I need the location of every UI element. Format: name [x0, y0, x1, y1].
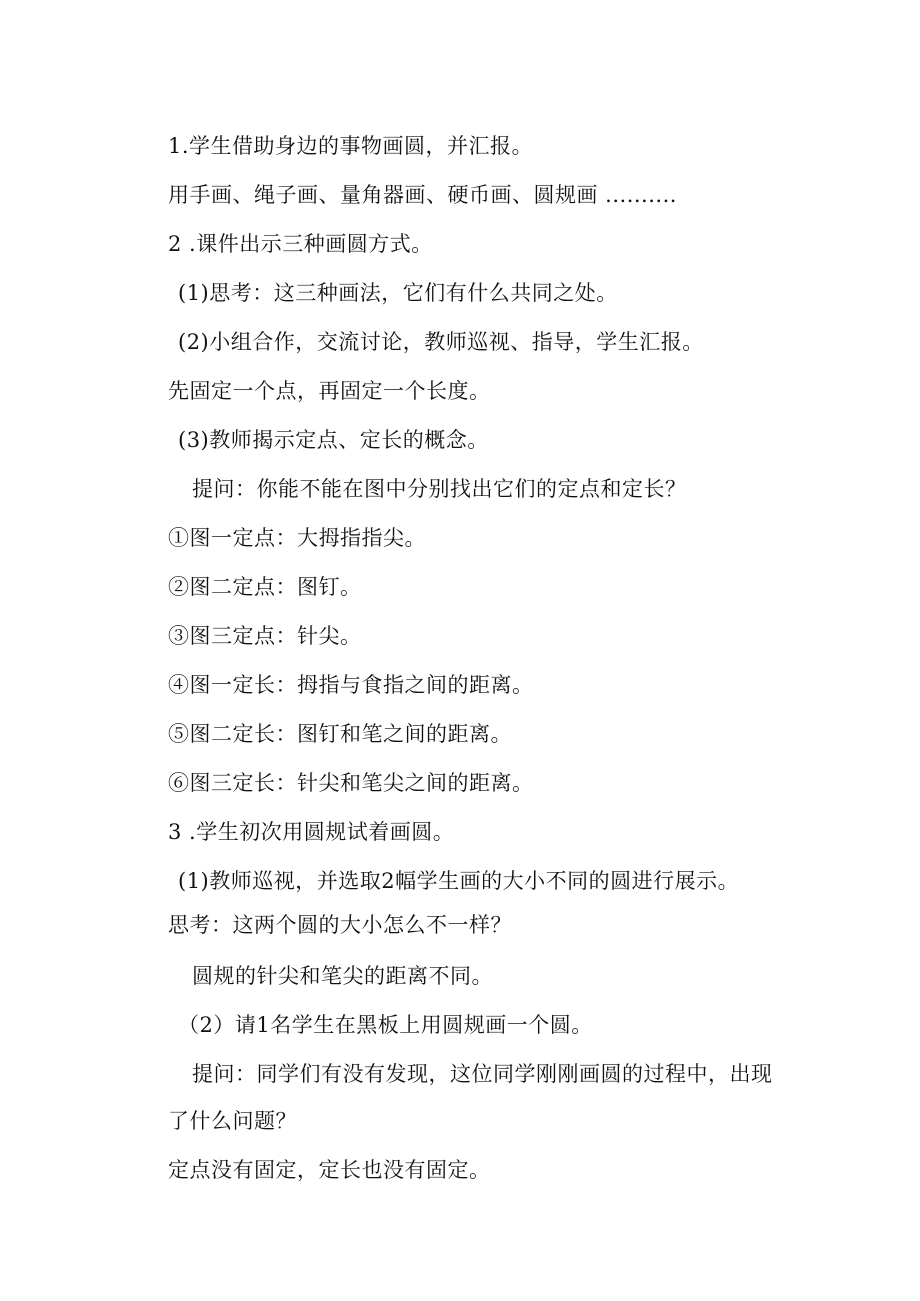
- answer-item-5: ⑤图二定长：图钉和笔之间的距离。: [168, 722, 512, 746]
- step-3-item-2: （2）请1名学生在黑板上用圆规画一个圆。: [178, 1013, 593, 1037]
- answer-item-4: ④图一定长：拇指与食指之间的距离。: [168, 673, 534, 697]
- step-2-heading: 2 .课件出示三种画圆方式。: [168, 232, 433, 256]
- question-fixed-point: 提问：你能不能在图中分别找出它们的定点和定长？: [192, 477, 687, 501]
- process-answer: 定点没有固定，定长也没有固定。: [168, 1158, 491, 1182]
- answer-item-1: ①图一定点：大拇指指尖。: [168, 526, 426, 550]
- question-process-continued: 了什么问题？: [168, 1109, 297, 1133]
- step-2-item-2: (2)小组合作，交流讨论，教师巡视、指导，学生汇报。: [178, 330, 704, 354]
- drawing-methods-list: 用手画、绳子画、量角器画、硬币画、圆规画 ..........: [168, 183, 677, 207]
- answer-item-3: ③图三定点：针尖。: [168, 624, 362, 648]
- question-process: 提问：同学们有没有发现，这位同学刚刚画圆的过程中，出现: [192, 1062, 773, 1086]
- think-answer: 圆规的针尖和笔尖的距离不同。: [192, 964, 493, 988]
- answer-item-6: ⑥图三定长：针尖和笔尖之间的距离。: [168, 771, 534, 795]
- think-question: 思考：这两个圆的大小怎么不一样？: [168, 913, 512, 937]
- step-3-item-1: (1)教师巡视，并选取2幅学生画的大小不同的圆进行展示。: [178, 869, 740, 893]
- step-2-item-3: (3)教师揭示定点、定长的概念。: [178, 428, 489, 452]
- step-2-answer: 先固定一个点，再固定一个长度。: [168, 379, 491, 403]
- step-1-heading: 1.学生借助身边的事物画圆，并汇报。: [168, 134, 534, 158]
- answer-item-2: ②图二定点：图钉。: [168, 575, 362, 599]
- step-3-heading: 3 .学生初次用圆规试着画圆。: [168, 820, 455, 844]
- step-2-item-1: (1)思考：这三种画法，它们有什么共同之处。: [178, 281, 618, 305]
